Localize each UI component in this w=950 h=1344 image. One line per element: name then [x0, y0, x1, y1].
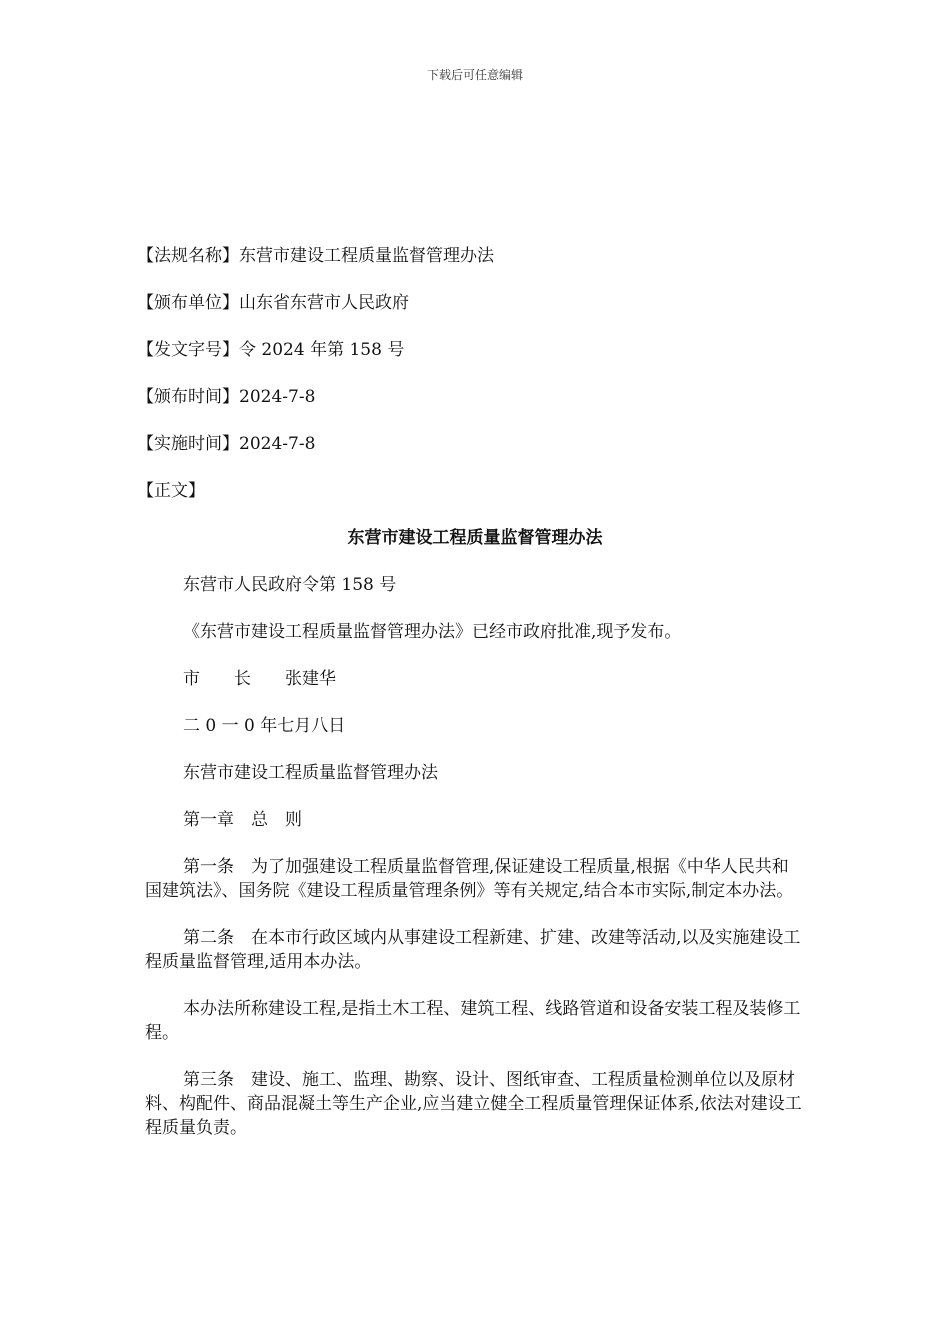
header-note: 下载后可任意编辑 [426, 68, 523, 82]
meta-effective-date [137, 432, 805, 456]
meta-main-text [137, 479, 805, 503]
paragraph: 市 长 张建华 [183, 669, 336, 689]
document-body [137, 244, 805, 1163]
document-title: 东营市建设工程质量监督管理办法 [347, 528, 603, 548]
meta-label: 【实施时间】 [137, 434, 239, 454]
meta-issue-date [137, 385, 805, 409]
meta-label: 【颁布单位】 [137, 293, 239, 313]
paragraph: 东营市人民政府令第 158 号 [183, 575, 397, 595]
paragraph: 第一条 为了加强建设工程质量监督管理,保证建设工程质量,根据《中华人民共和国建筑法》、国务院《建设工程质量管理条例》等有关规定,结合本市实际,制定本办法。 [145, 857, 794, 901]
meta-regulation-name [137, 244, 805, 268]
paragraph: 第三条 建设、施工、监理、勘察、设计、图纸审查、工程质量检测单位以及原材料、构配件、商品混凝土等生产企业,应当建立健全工程质量管理保证体系,依法对建设工程质量负责。 [145, 1070, 802, 1138]
paragraph: 第二条 在本市行政区域内从事建设工程新建、扩建、改建等活动,以及实施建设工程质量监督管理,适用本办法。 [145, 928, 801, 972]
meta-value: 2024-7-8 [239, 434, 316, 454]
meta-label: 【法规名称】 [137, 246, 239, 266]
meta-document-number [137, 338, 805, 362]
paragraph: 东营市建设工程质量监督管理办法 [183, 763, 438, 783]
meta-value: 山东省东营市人民政府 [239, 293, 409, 313]
meta-value: 东营市建设工程质量监督管理办法 [239, 246, 494, 266]
meta-value: 2024-7-8 [239, 387, 316, 407]
meta-issuing-unit [137, 291, 805, 315]
paragraph: 二 0 一 0 年七月八日 [183, 716, 346, 736]
meta-label: 【颁布时间】 [137, 387, 239, 407]
paragraph: 《东营市建设工程质量监督管理办法》已经市政府批准,现予发布。 [183, 622, 682, 642]
paragraph: 本办法所称建设工程,是指土木工程、建筑工程、线路管道和设备安装工程及装修工程。 [145, 999, 801, 1043]
paragraph: 第一章 总 则 [183, 810, 302, 830]
meta-label: 【正文】 [137, 481, 205, 501]
meta-label: 【发文字号】 [137, 340, 239, 360]
meta-value: 令 2024 年第 158 号 [239, 340, 405, 360]
